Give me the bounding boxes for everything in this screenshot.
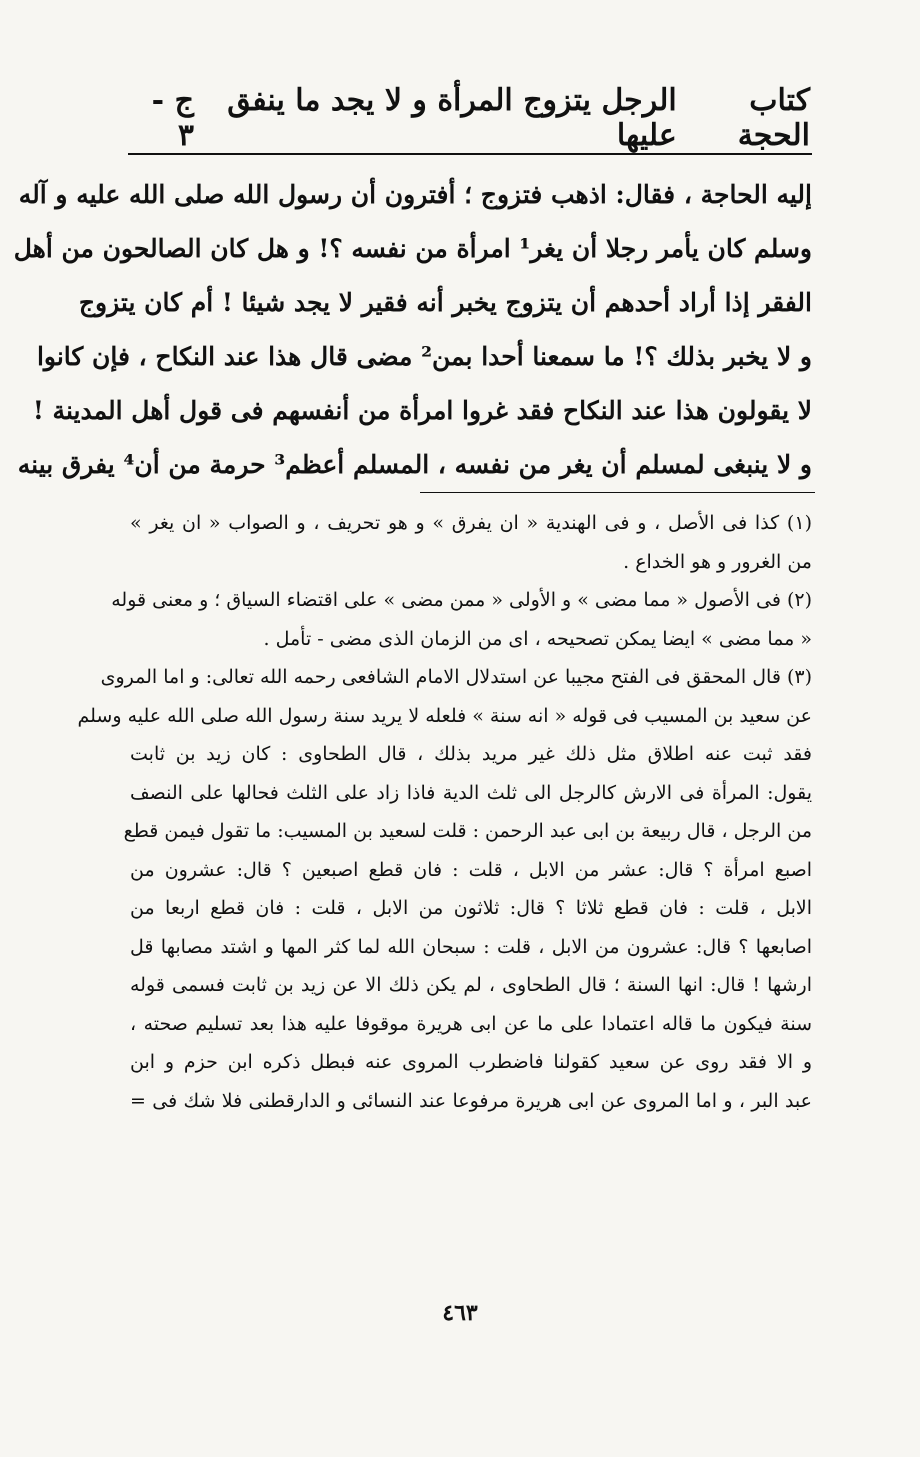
book-title: كتاب الحجة (737, 83, 810, 153)
footnote-line: الابل ، قلت : فان قطع ثلاثا ؟ قال: ثلاثون من الابل ، قلت : فان قطع اربعا من (130, 897, 812, 919)
main-text-line: و لا ينبغى لمسلم أن يغر من نفسه ، المسلم أعظم³ حرمة من أن⁴ يفرق بينه (17, 450, 812, 479)
footnote-divider (420, 492, 815, 493)
footnote-line: (٢) فى الأصول « مما مضى » و الأولى « ممن مضى » على اقتضاء السياق ؛ و معنى قوله (111, 589, 812, 611)
footnote-line: ارشها ! قال: انها السنة ؛ قال الطحاوى ، لم يكن ذلك الا عن زيد بن ثابت فسمى قوله (130, 974, 812, 996)
footnote-line: « مما مضى » ايضا يمكن تصحيحه ، اى من الزمان الذى مضى - تأمل . (263, 627, 812, 650)
footnote-line: اصبع امرأة ؟ قال: عشر من الابل ، قلت : فان قطع اصبعين ؟ قال: عشرون من (130, 858, 812, 881)
main-text-line: وسلم كان يأمر رجلا أن يغر¹ امرأة من نفسه ؟! و هل كان الصالحون من أهل (13, 234, 812, 263)
volume-number: ج - ٣ (151, 83, 194, 153)
footnote-line: فقد ثبت عنه اطلاق مثل ذلك غير مريد بذلك ، قال الطحاوى : كان زيد بن ثابت (130, 743, 812, 765)
main-text-line: إليه الحاجة ، فقال: اذهب فتزوج ؛ أفترون أن رسول الله صلى الله عليه و آله (18, 180, 812, 209)
footnote-line: (١) كذا فى الأصل ، و فى الهندية « ان يفرق » و هو تحريف ، و الصواب « ان يغر » (130, 512, 812, 534)
main-text-line: الفقر إذا أراد أحدهم أن يتزوج يخبر أنه فقير لا يجد شيئا ! أم كان يتزوج (78, 288, 812, 317)
footnote-line: يقول: المرأة فى الارش كالرجل الى ثلث الدية فاذا زاد على الثلث فحالها على النصف (130, 781, 812, 804)
main-text-line: لا يقولون هذا عند النكاح فقد غروا امرأة من أنفسهم فى قول أهل المدينة ! (32, 396, 812, 425)
footnote-line: سنة فيكون ما قاله اعتمادا على ما عن ابى هريرة موقوفا عليه هذا بعد تسليم صحته ، (130, 1012, 812, 1035)
page-number: ٤٦٣ (442, 1300, 478, 1326)
footnote-line: من الرجل ، قال ربيعة بن ابى عبد الرحمن : قلت لسعيد بن المسيب: ما تقول فيمن قطع (123, 820, 812, 842)
running-header (130, 83, 810, 153)
footnote-line: و الا فقد روى عن سعيد كقولنا فاضطرب المروى عنه فبطل ذكره ابن حزم و ابن (130, 1051, 812, 1073)
footnote-line: (٣) قال المحقق فى الفتح مجيبا عن استدلال الامام الشافعى رحمه الله تعالى: و اما المروى (100, 666, 812, 688)
main-text (13, 168, 812, 492)
footnote-line: عن سعيد بن المسيب فى قوله « انه سنة » فلعله لا يريد سنة رسول الله صلى الله عليه وسلم (77, 704, 812, 727)
footnote-line: اصابعها ؟ قال: عشرون من الابل ، قلت : سبحان الله لما كثر المها و اشتد مصابها قل (130, 935, 812, 958)
header-divider (128, 153, 812, 155)
chapter-title: الرجل يتزوج المرأة و لا يجد ما ينفق عليها (227, 83, 677, 153)
footnotes (77, 504, 812, 1120)
footnote-line: من الغرور و هو الخداع . (623, 550, 812, 573)
main-text-line: و لا يخبر بذلك ؟! ما سمعنا أحدا بمن² مضى قال هذا عند النكاح ، فإن كانوا (36, 342, 812, 371)
footnote-line: عبد البر ، و اما المروى عن ابى هريرة مرفوعا عند النسائى و الدارقطنى فلا شك فى = (130, 1089, 812, 1112)
